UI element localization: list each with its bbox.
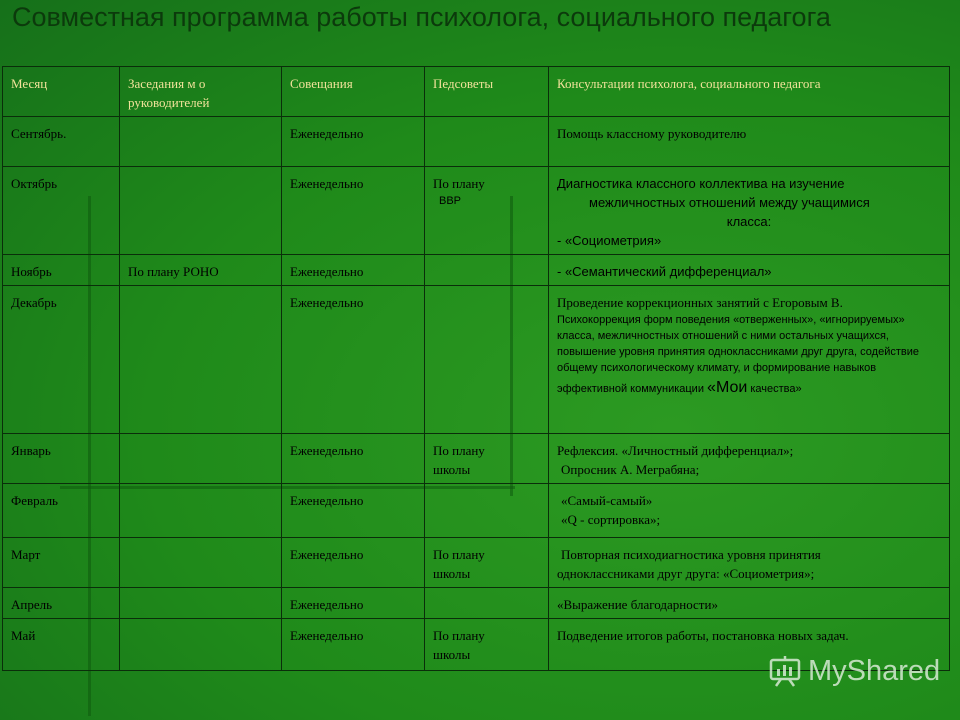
councils-line: школы bbox=[433, 566, 471, 581]
conferences-cell: Еженедельно bbox=[282, 117, 425, 167]
councils-cell bbox=[425, 434, 549, 484]
consult-text: качества» bbox=[750, 383, 802, 395]
table-row bbox=[3, 117, 950, 167]
header-month: Месяц bbox=[3, 67, 120, 117]
month-cell: Май bbox=[3, 619, 120, 671]
month-cell: Октябрь bbox=[3, 167, 120, 255]
consultations-cell: Подведение итогов работы, постановка новых задач. bbox=[549, 619, 950, 671]
councils-line: По плану bbox=[433, 628, 485, 643]
consultations-cell bbox=[549, 484, 950, 538]
councils-line: По плану bbox=[433, 443, 485, 458]
watermark bbox=[768, 654, 940, 688]
councils-line: По плану bbox=[433, 547, 485, 562]
header-conferences: Совещания bbox=[282, 67, 425, 117]
header-councils: Педсоветы bbox=[425, 67, 549, 117]
table-row bbox=[3, 434, 950, 484]
month-cell: Сентябрь. bbox=[3, 117, 120, 167]
page-title: Совместная программа работы психолога, социального педагога bbox=[12, 2, 831, 32]
watermark-text: MyShared bbox=[808, 654, 941, 687]
councils-cell bbox=[425, 117, 549, 167]
consult-line: Диагностика классного коллектива на изучение bbox=[557, 176, 845, 191]
meetings-cell bbox=[120, 484, 282, 538]
meetings-cell bbox=[120, 167, 282, 255]
month-cell: Ноябрь bbox=[3, 255, 120, 286]
consult-line: класса: bbox=[726, 214, 772, 229]
conferences-cell: Еженедельно bbox=[282, 619, 425, 671]
table-row bbox=[3, 255, 950, 286]
consult-line: «Q - сортировка»; bbox=[561, 512, 661, 527]
conferences-cell: Еженедельно bbox=[282, 255, 425, 286]
consultations-cell bbox=[549, 538, 950, 588]
consult-line: Проведение коррекционных занятий с Егоровым В. bbox=[557, 295, 843, 310]
councils-line: школы bbox=[433, 647, 471, 662]
consult-line: одноклассниками друг друга: «Социометрия»; bbox=[557, 566, 815, 581]
councils-line: школы bbox=[433, 462, 471, 477]
meetings-cell bbox=[120, 434, 282, 484]
conferences-cell: Еженедельно bbox=[282, 484, 425, 538]
meetings-cell bbox=[120, 588, 282, 619]
councils-cell bbox=[425, 538, 549, 588]
meetings-cell bbox=[120, 619, 282, 671]
consultations-cell: «Выражение благодарности» bbox=[549, 588, 950, 619]
meetings-cell bbox=[120, 538, 282, 588]
month-cell: Декабрь bbox=[3, 286, 120, 434]
table-row bbox=[3, 167, 950, 255]
table-row bbox=[3, 484, 950, 538]
month-cell: Апрель bbox=[3, 588, 120, 619]
conferences-cell: Еженедельно bbox=[282, 434, 425, 484]
consult-paragraph: Психокоррекция форм поведения «отверженных», «игнорируемых» класса, межличностных отношений с ними остальных учащихся, повышение уровня принятия одноклассниками друг друга, содействие общему психологическому климату, и формирование навыков bbox=[557, 314, 919, 374]
table-row bbox=[3, 538, 950, 588]
table-header-row bbox=[3, 67, 950, 117]
councils-cell bbox=[425, 255, 549, 286]
table-row bbox=[3, 588, 950, 619]
conferences-cell: Еженедельно bbox=[282, 538, 425, 588]
councils-line: ВВР bbox=[439, 195, 462, 207]
meetings-cell bbox=[120, 117, 282, 167]
consult-line: - «Социометрия» bbox=[557, 233, 662, 248]
councils-cell bbox=[425, 588, 549, 619]
program-table bbox=[2, 66, 950, 671]
conferences-cell: Еженедельно bbox=[282, 286, 425, 434]
conferences-cell: Еженедельно bbox=[282, 588, 425, 619]
consultations-cell bbox=[549, 286, 950, 434]
consult-line bbox=[557, 380, 941, 397]
councils-cell bbox=[425, 167, 549, 255]
conferences-cell: Еженедельно bbox=[282, 167, 425, 255]
consult-line: Рефлексия. «Личностный дифференциал»; bbox=[557, 443, 794, 458]
consultations-cell: - «Семантический дифференциал» bbox=[549, 255, 950, 286]
consult-line: Опросник А. Меграбяна; bbox=[561, 462, 700, 477]
month-cell: Январь bbox=[3, 434, 120, 484]
consult-text: «Мои bbox=[707, 379, 748, 396]
councils-cell bbox=[425, 619, 549, 671]
month-cell: Март bbox=[3, 538, 120, 588]
presentation-icon bbox=[768, 654, 802, 688]
month-cell: Февраль bbox=[3, 484, 120, 538]
consultations-cell bbox=[549, 434, 950, 484]
meetings-cell: По плану РОНО bbox=[120, 255, 282, 286]
consult-line: межличностных отношений между учащимися bbox=[589, 195, 870, 210]
consultations-cell: Помощь классному руководителю bbox=[549, 117, 950, 167]
header-consultations: Консультации психолога, социального педагога bbox=[549, 67, 950, 117]
councils-cell bbox=[425, 484, 549, 538]
meetings-cell bbox=[120, 286, 282, 434]
councils-line: По плану bbox=[433, 176, 485, 191]
table-row bbox=[3, 286, 950, 434]
consult-line: Повторная психодиагностика уровня принятия bbox=[561, 547, 821, 562]
councils-cell bbox=[425, 286, 549, 434]
header-meetings: Заседания м о руководителей bbox=[120, 67, 282, 117]
consult-line: «Самый-самый» bbox=[561, 493, 653, 508]
consultations-cell bbox=[549, 167, 950, 255]
consult-text: эффективной коммуникации bbox=[557, 383, 704, 395]
